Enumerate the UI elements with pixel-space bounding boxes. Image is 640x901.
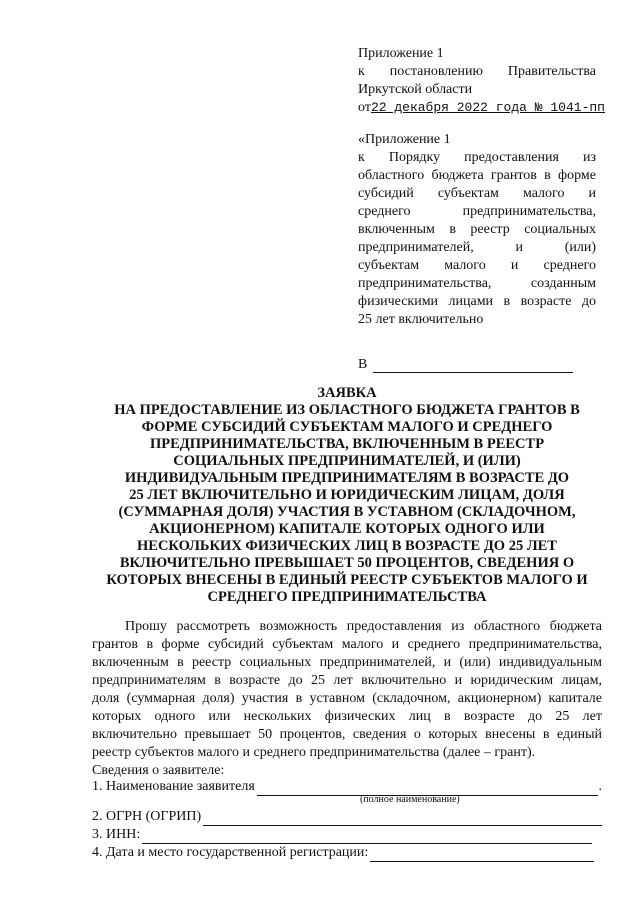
title-line: АКЦИОНЕРНОМ) КАПИТАЛЕ КОТОРЫХ ОДНОГО ИЛИ	[149, 521, 545, 537]
annex-line: субъектам малого и среднего	[358, 258, 596, 273]
applicant-info-label: Сведения о заявителе:	[92, 763, 225, 778]
paragraph-line: грантов в форме субсидий субъектам малого и среднего предпринимательства,	[92, 637, 602, 652]
annex-line: субсидий субъектам малого и	[358, 186, 596, 201]
annex-line: предпринимательства, созданным	[358, 276, 596, 291]
title-line: НЕСКОЛЬКИХ ФИЗИЧЕСКИХ ЛИЦ В ВОЗРАСТЕ ДО 25 ЛЕТ	[137, 538, 557, 554]
registration-input[interactable]	[370, 848, 594, 862]
ogrn-field	[92, 808, 602, 826]
request-paragraph	[92, 618, 602, 780]
paragraph-line: включенным в реестр социальных предпринимателей, и (или) индивидуальным	[92, 655, 602, 670]
title-line: СРЕДНЕГО ПРЕДПРИНИМАТЕЛЬСТВА	[207, 589, 487, 605]
annex-line: областного бюджета грантов в форме	[358, 168, 596, 183]
title-line: КОТОРЫХ ВНЕСЕНЫ В ЕДИНЫЙ РЕЕСТР СУБЪЕКТОВ МАЛОГО И	[106, 572, 588, 588]
registration-label: 4. Дата и место государственной регистрации:	[92, 845, 369, 860]
paragraph-line: которых одного или нескольких физических лиц в возрасте до 25 лет	[92, 709, 602, 724]
inn-field	[92, 826, 592, 844]
title-line: (СУММАРНАЯ ДОЛЯ) УЧАСТИЯ В УСТАВНОМ (СКЛАДОЧНОМ,	[118, 504, 576, 520]
annex-date-value: 22 декабря 2022 года № 1041-пп	[370, 100, 605, 115]
annex-line: к постановлению Правительства	[358, 64, 596, 79]
annex-line: Приложение 1	[358, 46, 444, 61]
annex-line: включенным в реестр социальных	[358, 222, 596, 237]
recipient-line	[358, 357, 596, 373]
title-line: ПРЕДПРИНИМАТЕЛЬСТВА, ВКЛЮЧЕННЫМ В РЕЕСТР	[149, 436, 545, 452]
ogrn-input[interactable]	[203, 812, 602, 826]
paragraph-line: доля (суммарная доля) участия в уставном (складочном, акционерном) капитале	[92, 691, 602, 706]
inn-label: 3. ИНН:	[92, 827, 141, 842]
title-line: ФОРМЕ СУБСИДИЙ СУБЪЕКТАМ МАЛОГО И СРЕДНЕГО	[141, 419, 553, 435]
annex-line: «Приложение 1	[358, 132, 451, 147]
title-line: ВКЛЮЧИТЕЛЬНО ПРЕВЫШАЕТ 50 ПРОЦЕНТОВ, СВЕДЕНИЯ О	[119, 555, 575, 571]
paragraph-line: предпринимателям в возрасте до 25 лет включительно и юридическим лицам,	[92, 673, 602, 688]
annex-line: 25 лет включительно	[358, 312, 484, 327]
annex-line: предпринимателей, и (или)	[358, 240, 596, 255]
title-line: 25 ЛЕТ ВКЛЮЧИТЕЛЬНО И ЮРИДИЧЕСКИМ ЛИЦАМ, ДОЛЯ	[129, 487, 565, 503]
annex-line: физическими лицами в возрасте до	[358, 294, 596, 309]
recipient-blank[interactable]	[373, 358, 573, 373]
applicant-name-field	[92, 778, 602, 796]
application-title	[92, 385, 602, 606]
applicant-name-label: 1. Наименование заявителя	[92, 779, 255, 794]
annex-date-line	[358, 99, 605, 117]
annex-line: Иркутской области	[358, 82, 473, 97]
paragraph-line: Прошу рассмотреть возможность предоставления из областного бюджета	[125, 619, 602, 634]
registration-field	[92, 844, 594, 862]
ogrn-label: 2. ОГРН (ОГРИП)	[92, 809, 202, 824]
title-line: СОЦИАЛЬНЫХ ПРЕДПРИНИМАТЕЛЕЙ, И (ИЛИ)	[173, 453, 521, 469]
inn-input[interactable]	[142, 830, 592, 844]
annex-block-resolution	[358, 45, 605, 117]
annex-block-procedure	[358, 131, 596, 329]
recipient-prefix: В	[358, 357, 368, 372]
field-period: .	[598, 779, 602, 794]
title-line: ИНДИВИДУАЛЬНЫМ ПРЕДПРИНИМАТЕЛЯМ В ВОЗРАСТЕ ДО	[124, 470, 570, 486]
paragraph-line: реестр субъектов малого и среднего предпринимательства (далее – грант).	[92, 745, 536, 760]
annex-line: к Порядку предоставления из	[358, 150, 596, 165]
applicant-name-hint: (полное наименование)	[360, 794, 460, 805]
paragraph-line: включительно превышает 50 процентов, сведения о которых внесены в единый	[92, 727, 602, 742]
annex-date-prefix: от	[358, 100, 371, 115]
annex-line: среднего предпринимательства,	[358, 204, 596, 219]
title-line: ЗАЯВКА	[317, 385, 377, 401]
title-line: НА ПРЕДОСТАВЛЕНИЕ ИЗ ОБЛАСТНОГО БЮДЖЕТА ГРАНТОВ В	[114, 402, 580, 418]
